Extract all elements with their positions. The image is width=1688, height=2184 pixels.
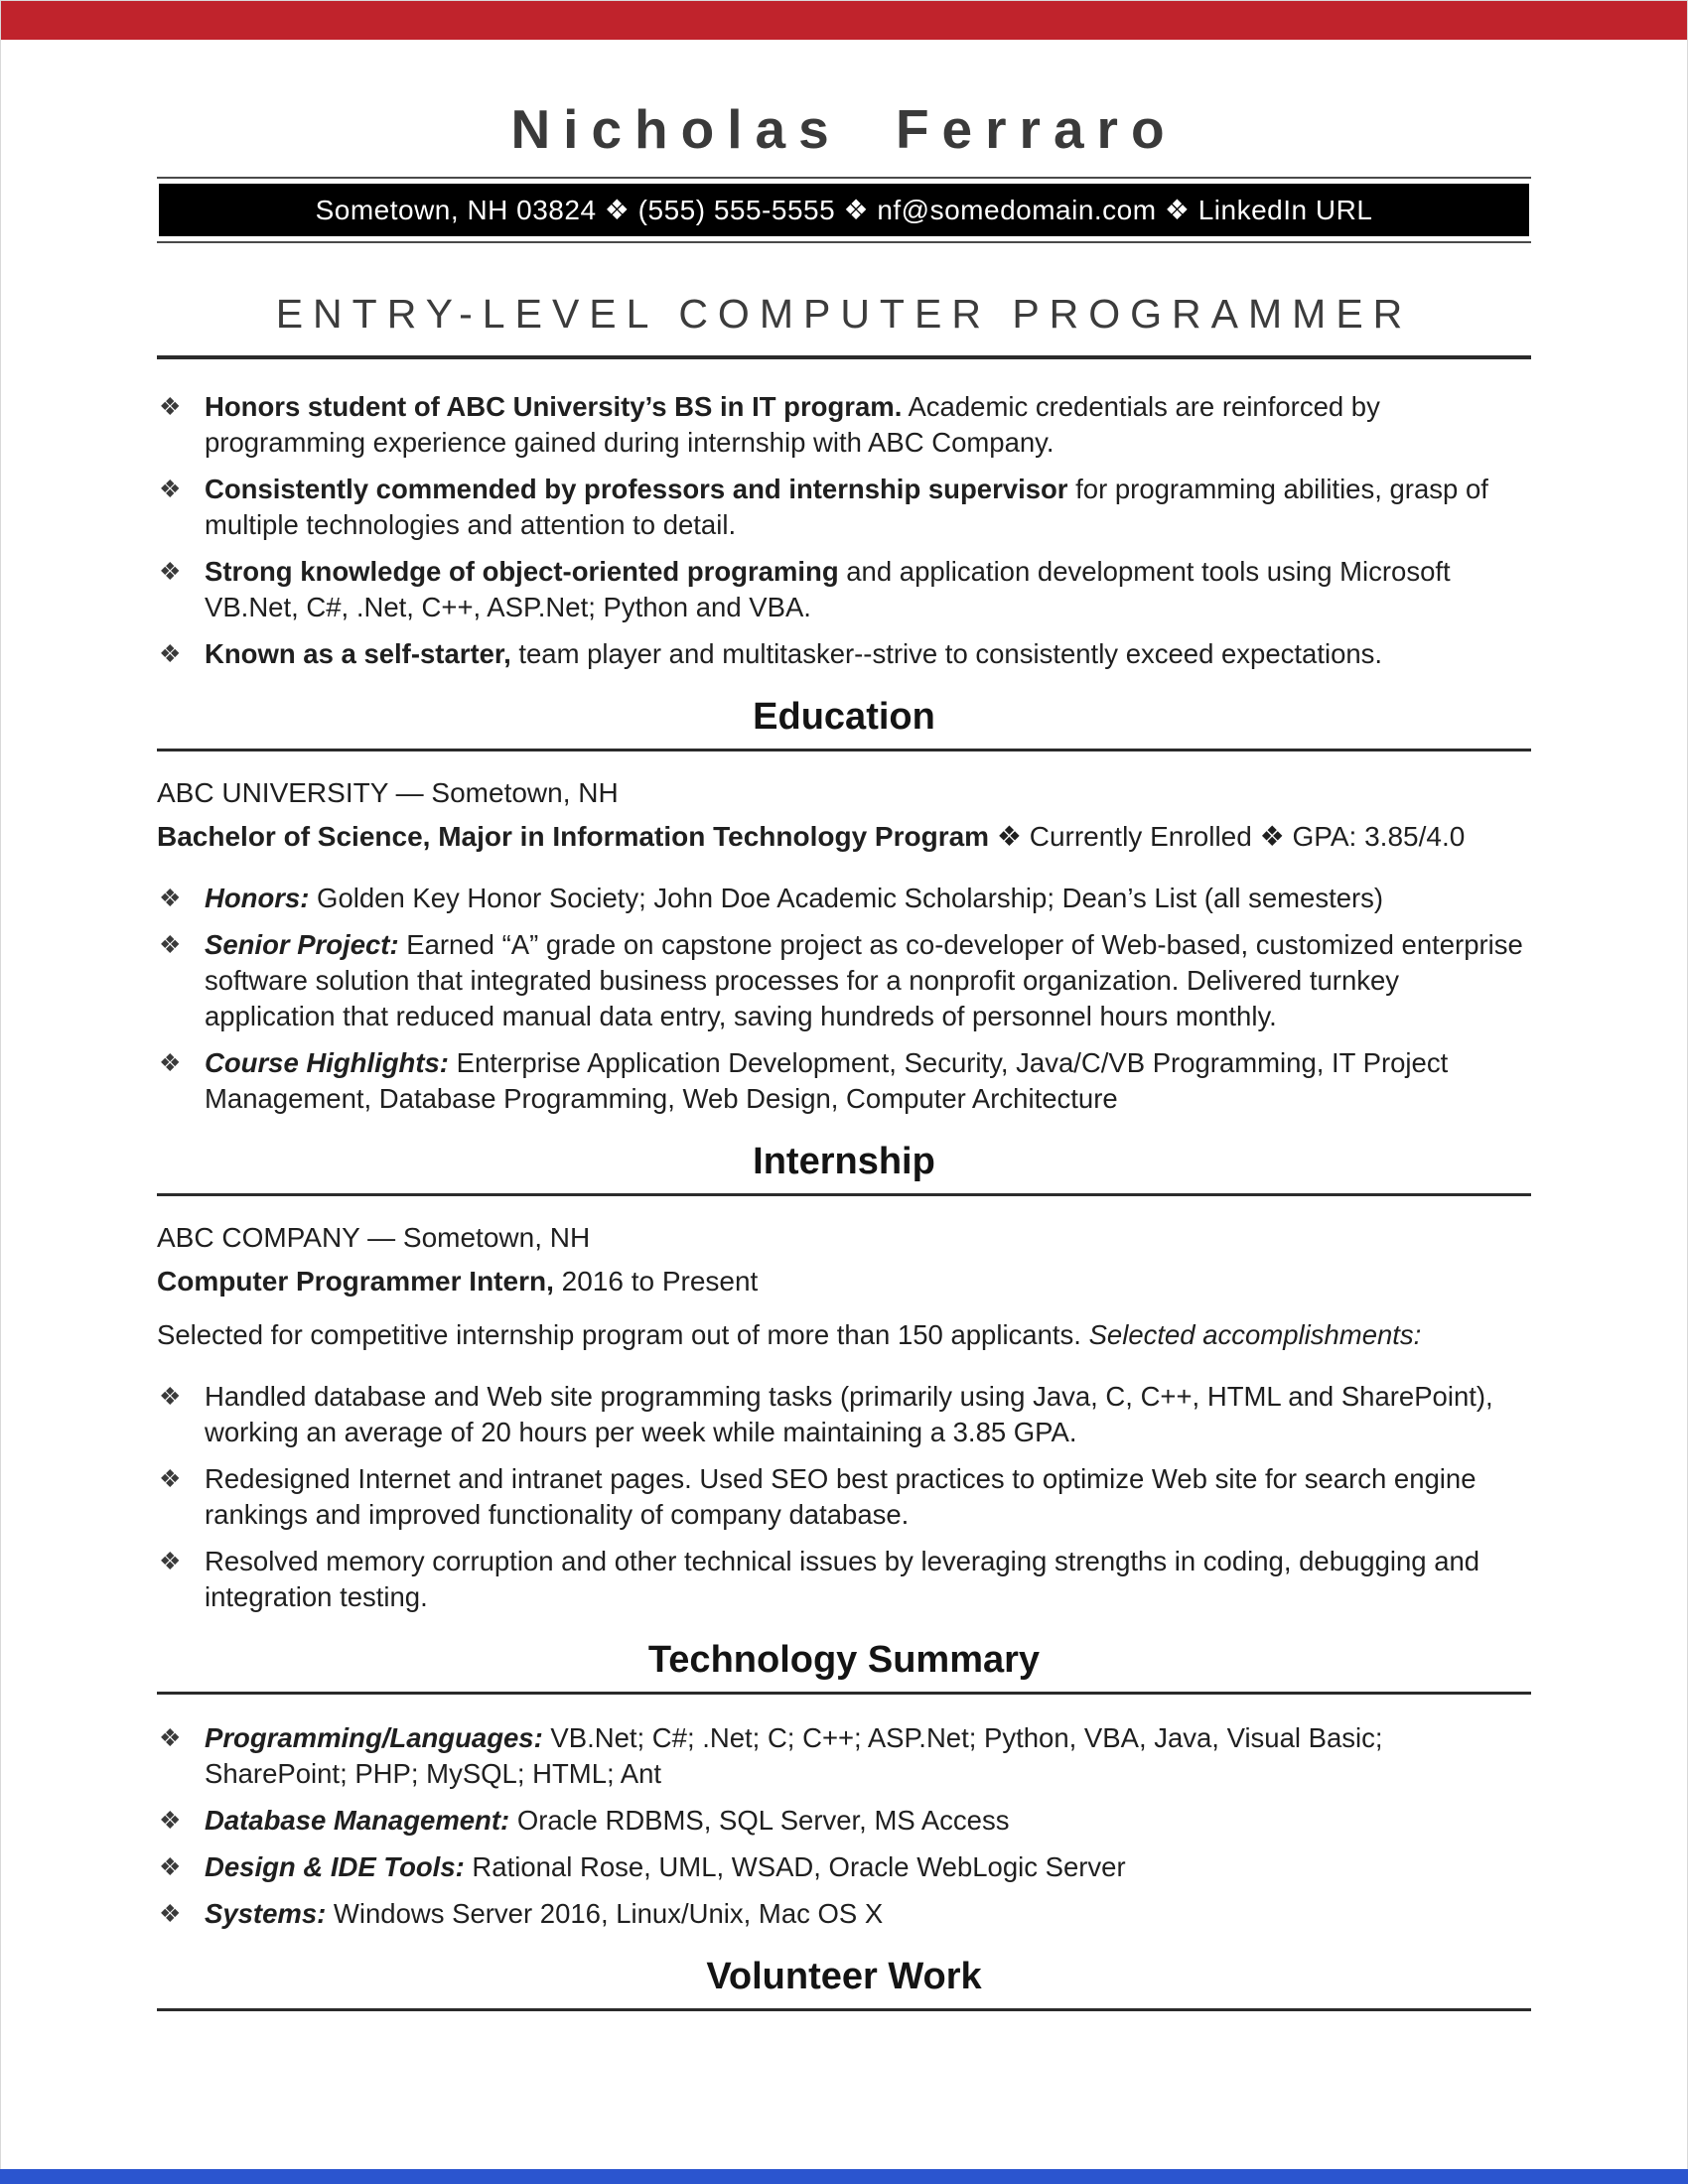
degree-bold: Bachelor of Science, Major in Information Technology Program: [157, 821, 990, 852]
education-heading: Education: [753, 696, 935, 738]
internship-bullet-text: Redesigned Internet and intranet pages. Used SEO best practices to optimize Web site for search engine rankings and improved functionality of company database.: [205, 1463, 1477, 1530]
section-rule: [157, 2008, 1531, 2011]
summary-bullet: [157, 554, 1531, 625]
bullet-label: Programming/Languages:: [205, 1722, 543, 1753]
internship-bullet-text: Resolved memory corruption and other technical issues by leveraging strengths in coding, debugging and integration testing.: [205, 1546, 1480, 1612]
summary-bullet-text: [205, 472, 1531, 543]
bullet-lead: Consistently commended by professors and internship supervisor: [205, 474, 1068, 504]
internship-bullet: [157, 1544, 1531, 1615]
diamond-bullet-icon: ❖: [159, 931, 182, 959]
education-bullet: [157, 1045, 1531, 1117]
diamond-bullet-icon: ❖: [159, 1049, 182, 1077]
bullet-label: Senior Project:: [205, 929, 399, 960]
technology-bullet: [157, 1896, 1531, 1932]
bullet-label: Systems:: [205, 1898, 327, 1929]
education-bullet: [157, 881, 1531, 916]
summary-bullet-text: [205, 554, 1531, 625]
section-internship: [157, 1141, 1531, 1615]
education-bullet-text: [205, 927, 1531, 1034]
degree-rest: ❖ Currently Enrolled ❖ GPA: 3.85/4.0: [989, 821, 1466, 852]
diamond-bullet-icon: ❖: [159, 1383, 182, 1411]
summary-bullet: [157, 636, 1531, 672]
bullet-rest: Golden Key Honor Society; John Doe Academic Scholarship; Dean’s List (all semesters): [309, 883, 1384, 913]
education-school: ABC UNIVERSITY — Sometown, NH: [157, 777, 619, 808]
bullet-rest: Oracle RDBMS, SQL Server, MS Access: [509, 1805, 1010, 1836]
role-bold: Computer Programmer Intern,: [157, 1266, 554, 1297]
contact-bar: Sometown, NH 03824 ❖ (555) 555-5555 ❖ nf@somedomain.com ❖ LinkedIn URL: [159, 184, 1529, 236]
bullet-label: Design & IDE Tools:: [205, 1851, 465, 1882]
education-bullet: [157, 927, 1531, 1034]
bullet-rest: Earned “A” grade on capstone project as co-developer of Web-based, customized enterprise software solution that integrated business processes for a nonprofit organization. Delivered turnkey application that reduced manual data entry, saving hundreds of personnel hours monthly.: [205, 929, 1523, 1031]
summary-list: [157, 389, 1531, 672]
top-accent-bar: [0, 0, 1688, 40]
education-bullet-text: [205, 1045, 1531, 1117]
internship-bullet: [157, 1461, 1531, 1533]
diamond-bullet-icon: ❖: [159, 1548, 182, 1575]
section-rule: [157, 1692, 1531, 1695]
diamond-bullet-icon: ❖: [159, 558, 182, 586]
bullet-label: Course Highlights:: [205, 1047, 449, 1078]
diamond-bullet-icon: ❖: [159, 1853, 182, 1881]
bullet-rest: Enterprise Application Development, Security, Java/C/VB Programming, IT Project Management, Database Programming, Web Design, Computer Architecture: [205, 1047, 1449, 1114]
diamond-bullet-icon: ❖: [159, 640, 182, 668]
technology-bullet: [157, 1803, 1531, 1839]
internship-bullet: [157, 1379, 1531, 1450]
bullet-rest: for programming abilities, grasp of multiple technologies and attention to detail.: [205, 474, 1488, 540]
summary-bullet: [157, 389, 1531, 461]
summary-bullet-text: [205, 389, 1531, 461]
diamond-bullet-icon: ❖: [159, 476, 182, 503]
bullet-rest: Academic credentials are reinforced by programming experience gained during internship with ABC Company.: [205, 391, 1380, 458]
bullet-label: Honors:: [205, 883, 310, 913]
bullet-rest: VB.Net; C#; .Net; C; C++; ASP.Net; Python, VBA, Java, Visual Basic; SharePoint; PHP; MySQL; HTML; Ant: [205, 1722, 1383, 1789]
technology-bullet-text: [205, 1896, 1531, 1932]
bullet-rest: Windows Server 2016, Linux/Unix, Mac OS X: [326, 1898, 884, 1929]
diamond-bullet-icon: ❖: [159, 1465, 182, 1493]
technology-bullet-text: [205, 1803, 1531, 1839]
internship-heading: Internship: [753, 1141, 935, 1182]
summary-bullet: [157, 472, 1531, 543]
technology-bullet: [157, 1849, 1531, 1885]
internship-role: [157, 1264, 1531, 1299]
diamond-bullet-icon: ❖: [159, 393, 182, 421]
internship-list: [157, 1379, 1531, 1615]
intro-text: Selected for competitive internship program out of more than 150 applicants.: [157, 1319, 1089, 1350]
bottom-accent-bar: [0, 2169, 1688, 2184]
bullet-lead: Strong knowledge of object-oriented programing: [205, 556, 839, 587]
internship-bullet-text: Handled database and Web site programming tasks (primarily using Java, C, C++, HTML and SharePoint), working an average of 20 hours per week while maintaining a 3.85 GPA.: [205, 1381, 1493, 1447]
intro-italic: Selected accomplishments:: [1088, 1319, 1422, 1350]
technology-bullet: [157, 1720, 1531, 1792]
title-rule: [157, 355, 1531, 359]
internship-company: ABC COMPANY — Sometown, NH: [157, 1222, 591, 1253]
technology-list: [157, 1720, 1531, 1932]
resume-name: Nicholas Ferraro: [510, 98, 1178, 160]
resume-title: ENTRY-LEVEL COMPUTER PROGRAMMER: [275, 291, 1413, 337]
diamond-bullet-icon: ❖: [159, 885, 182, 912]
diamond-bullet-icon: ❖: [159, 1900, 182, 1928]
section-volunteer: [157, 1956, 1531, 2011]
section-technology: [157, 1639, 1531, 1932]
internship-intro: [157, 1317, 1531, 1353]
technology-heading: Technology Summary: [647, 1639, 1041, 1681]
bullet-label: Database Management:: [205, 1805, 510, 1836]
bullet-rest: Rational Rose, UML, WSAD, Oracle WebLogic Server: [464, 1851, 1126, 1882]
section-education: [157, 696, 1531, 1117]
summary-bullet-text: [205, 636, 1531, 672]
volunteer-heading: Volunteer Work: [706, 1956, 982, 1997]
diamond-bullet-icon: ❖: [159, 1724, 182, 1752]
education-degree: [157, 819, 1531, 855]
technology-bullet-text: [205, 1720, 1531, 1792]
contact-band: [157, 177, 1531, 243]
education-bullet-text: [205, 881, 1531, 916]
bullet-lead: Known as a self-starter,: [205, 638, 511, 669]
role-rest: 2016 to Present: [553, 1266, 759, 1297]
bullet-lead: Honors student of ABC University’s BS in IT program.: [205, 391, 903, 422]
section-rule: [157, 749, 1531, 751]
diamond-bullet-icon: ❖: [159, 1807, 182, 1835]
resume-page: [0, 97, 1688, 2011]
bullet-rest: and application development tools using Microsoft VB.Net, C#, .Net, C++, ASP.Net; Python and VBA.: [205, 556, 1451, 622]
section-rule: [157, 1193, 1531, 1196]
education-list: [157, 881, 1531, 1117]
bullet-rest: team player and multitasker--strive to consistently exceed expectations.: [510, 638, 1383, 669]
technology-bullet-text: [205, 1849, 1531, 1885]
